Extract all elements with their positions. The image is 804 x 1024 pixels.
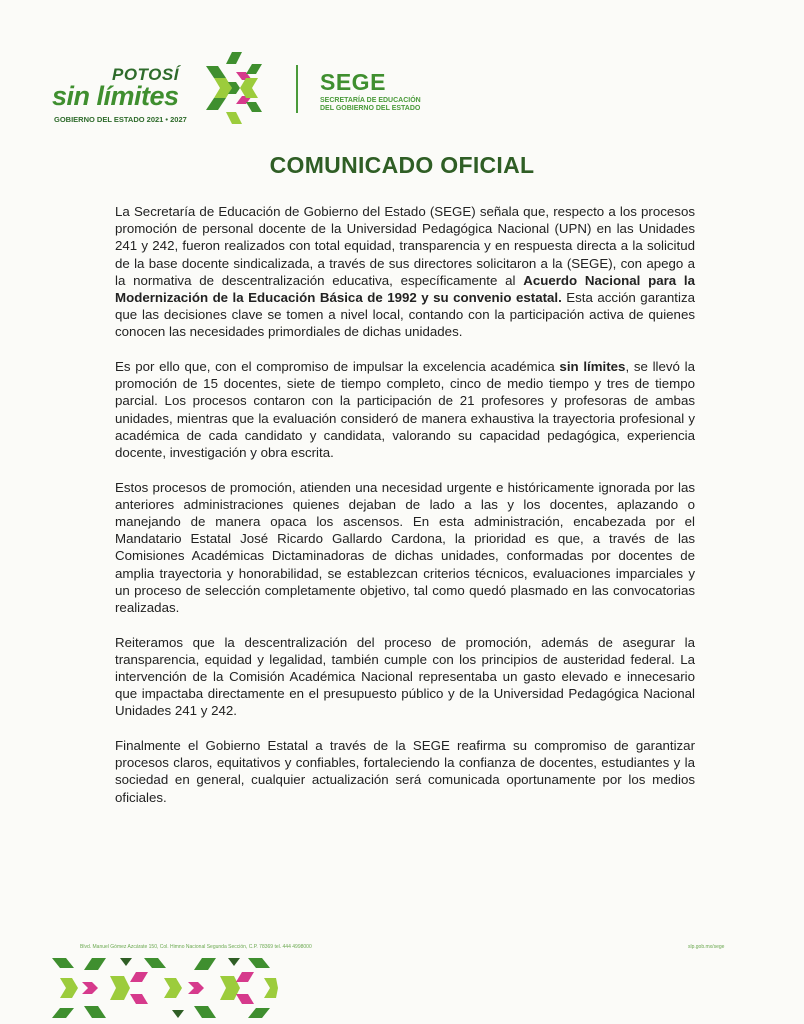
paragraph-3 bbox=[115, 479, 695, 617]
paragraph-text: Reiteramos que la descentralización del proceso de promoción, además de asegurar la transparencia, equidad y legalidad, también cumple con los principios de austeridad federal. La intervención de la Comisión Académica Nacional representaba un gasto elevado e innecesario que impactaba directamente en el presupuesto público y de la Universidad Pedagógica Nacional Unidades 241 y 242. bbox=[115, 634, 695, 719]
paragraph-2 bbox=[115, 358, 695, 461]
brand-top-text: POTOSÍ bbox=[112, 65, 179, 84]
paragraph-text: La Secretaría de Educación de Gobierno del Estado (SEGE) señala que, respecto a los procesos promoción de personal docente de la Universidad Pedagógica Nacional (UPN) en las Unidades 241 y 242, fueron realizados con total equidad, transparencia y en respuesta directa a la solicitud de la base docente sindicalizada, a través de sus directores solicitaron a la (SEGE), con apego a la normativa de descentralización educativa, específicamente al bbox=[115, 204, 695, 288]
decorative-pattern-icon bbox=[52, 958, 278, 1018]
paragraph-text: , se llevó la promoción de 15 docentes, siete de tiempo completo, cinco de medio tiempo y tres de tiempo parcial. Los procesos contaron con la participación de 21 profesores y profesoras de ambas unidades, mientras que la evaluación consideró de manera exhaustiva la trayectoria profesional y académica de cada candidato y candidata, valorando su capacidad pedagógica, experiencia docente, investigación y obra escrita. bbox=[115, 359, 695, 461]
brand-sub-text: GOBIERNO DEL ESTADO 2021 • 2027 bbox=[54, 115, 187, 124]
paragraph-5 bbox=[115, 737, 695, 806]
footer-address: Blvd. Manuel Gómez Azcárate 150, Col. Himno Nacional Segunda Sección, C.P. 78369 tel. 444 4998000 bbox=[80, 944, 312, 950]
paragraph-bold-text: sin límites bbox=[559, 359, 626, 375]
org-name: SEGE bbox=[320, 69, 386, 95]
paragraph-text: Estos procesos de promoción, atienden una necesidad urgente e históricamente ignorada por las anteriores administraciones quienes dejaban de lado a las y los docentes, aplazando o manejando de manera opaca los ascensos. En esta administración, encabezada por el Mandatario Estatal José Ricardo Gallardo Cardona, la prioridad es que, a través de las Comisiones Académicas Dictaminadoras de dichas unidades, conformadas por docentes de amplia trayectoria y honorabilidad, se establezcan criterios técnicos, evaluaciones imparciales y un proceso de selección completamente objetivo, tal como quedó plasmado en las convocatorias realizadas. bbox=[115, 479, 695, 616]
org-full-name bbox=[320, 97, 460, 113]
star-emblem-icon bbox=[202, 48, 264, 128]
footer-url: slp.gob.mx/sege bbox=[688, 944, 725, 950]
letterhead bbox=[50, 45, 770, 135]
paragraph-text: Esta acción garantiza que las decisiones clave se tomen a nivel local, contando con la participación activa de quienes conocen las necesidades primordiales de dichas unidades. bbox=[115, 290, 695, 340]
document-title: COMUNICADO OFICIAL bbox=[269, 152, 535, 178]
org-full-line-1: SECRETARÍA DE EDUCACIÓN bbox=[320, 97, 421, 104]
paragraph-text: Es por ello que, con el compromiso de impulsar la excelencia académica bbox=[115, 359, 560, 375]
brand-main-text: sin límites bbox=[52, 81, 179, 111]
paragraph-4 bbox=[115, 634, 695, 720]
paragraph-text: Finalmente el Gobierno Estatal a través de la SEGE reafirma su compromiso de garantizar procesos claros, equitativos y confiables, fortaleciendo la confianza de docentes, estudiantes y la sociedad en general, cualquier actualización será comunicada oportunamente por los medios oficiales. bbox=[115, 738, 695, 805]
document-body bbox=[115, 203, 695, 823]
paragraph-1 bbox=[115, 203, 695, 341]
header-divider bbox=[296, 65, 298, 113]
paragraph-bold-text: Acuerdo Nacional para la Modernización de la Educación Básica de 1992 y su convenio estatal. bbox=[115, 272, 695, 306]
org-full-line-2: DEL GOBIERNO DEL ESTADO bbox=[320, 105, 421, 112]
potosi-sin-limites-logo bbox=[50, 63, 210, 133]
